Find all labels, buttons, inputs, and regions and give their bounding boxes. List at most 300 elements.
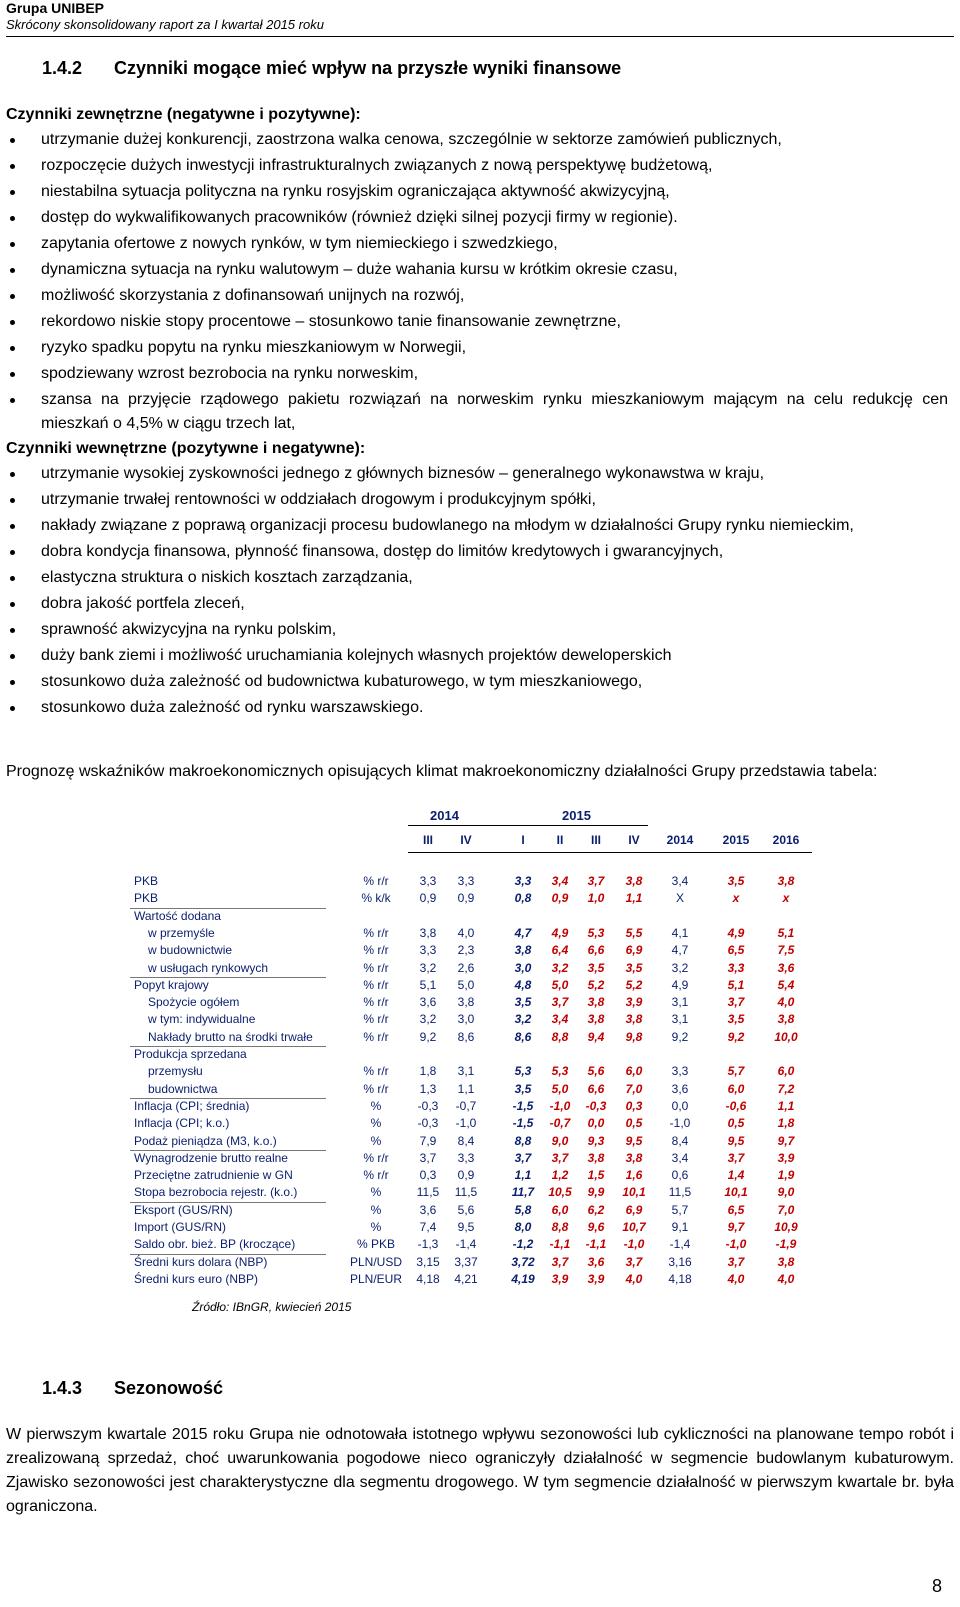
table-cell: 3,1 — [671, 1012, 689, 1027]
table-cell: 3,2 — [514, 1012, 532, 1027]
column-header: III — [590, 833, 601, 847]
row-label: Przeciętne zatrudnienie w GN — [134, 1168, 293, 1183]
table-cell: 3,7 — [727, 1254, 745, 1269]
column-header: 2014 — [666, 833, 694, 847]
row-unit: % r/r — [363, 1029, 389, 1044]
table-cell: 10,5 — [548, 1185, 572, 1200]
table-cell: 1,8 — [777, 1116, 795, 1131]
table-cell: 4,0 — [625, 1271, 643, 1286]
table-cell: 4,7 — [514, 925, 532, 940]
row-label: przemysłu — [148, 1064, 203, 1079]
table-cell: 3,2 — [671, 960, 689, 975]
seasonality-text: W pierwszym kwartale 2015 roku Grupa nie odnotowała istotnego wpływu sezonowości lub cykliczności na planowane tempo robót i zrealizowaną sprzedaż, choć uwarunkowania pogodowe nieco ograniczyły działalność w segmencie budowlanym kubaturowym. Zjawisko sezonowości jest charakterystyczne dla segmentu drogowego. W tym segmencie działalność w pierwszym kwartale br. była ograniczona. — [6, 1426, 954, 1515]
row-unit: PLN/USD — [349, 1254, 402, 1269]
row-label: w przemyśle — [148, 925, 215, 940]
table-cell: 3,6 — [777, 960, 795, 975]
table-cell: 7,5 — [777, 943, 795, 958]
table-cell: -1,4 — [455, 1237, 477, 1252]
table-cell: 3,7 — [625, 1254, 643, 1269]
table-cell: 4,19 — [511, 1271, 535, 1286]
table-cell: -1,3 — [417, 1237, 439, 1252]
table-cell: 8,0 — [514, 1220, 532, 1234]
table-row — [130, 1151, 820, 1168]
report-title: Skrócony skonsolidowany raport za I kwartał 2015 roku — [6, 17, 324, 32]
section-number: 1.4.2 — [42, 58, 83, 78]
table-cell: 4,1 — [671, 925, 689, 940]
table-cell: 5,1 — [727, 977, 745, 992]
row-label: Wynagrodzenie brutto realne — [134, 1150, 288, 1165]
table-cell: 3,3 — [419, 874, 437, 888]
table-cell: 5,6 — [587, 1064, 605, 1079]
row-label: Stopa bezrobocia rejestr. (k.o.) — [134, 1185, 298, 1200]
table-cell: 5,1 — [419, 977, 437, 992]
row-unit: % — [370, 1098, 382, 1113]
external-factors-title: Czynniki zewnętrzne (negatywne i pozytywne): — [6, 106, 361, 123]
table-cell: 0,9 — [551, 891, 569, 906]
row-label: Eksport (GUS/RN) — [134, 1202, 233, 1217]
row-unit: % r/r — [363, 874, 389, 888]
row-label: Inflacja (CPI; średnia) — [134, 1098, 250, 1113]
table-cell: 3,4 — [671, 874, 689, 888]
table-cell: 9,2 — [727, 1029, 745, 1044]
table-cell: 6,6 — [587, 943, 605, 958]
table-row — [130, 891, 820, 908]
table-cell: 5,3 — [551, 1064, 569, 1079]
table-row — [130, 1030, 820, 1047]
table-cell: 9,2 — [419, 1029, 437, 1044]
table-cell: 3,7 — [551, 995, 569, 1010]
list-item: utrzymanie wysokiej zyskowności jednego z głównych biznesów – generalnego wykonawstwa w kraju, — [0, 462, 948, 486]
table-row — [130, 1168, 820, 1185]
table-cell: 7,9 — [419, 1133, 437, 1148]
row-unit: % r/r — [363, 1064, 389, 1079]
column-header: 2016 — [772, 833, 800, 847]
table-row — [130, 1064, 820, 1081]
table-row — [130, 961, 820, 978]
table-cell: 3,7 — [727, 995, 745, 1010]
table-cell: 0,0 — [671, 1098, 689, 1113]
table-row — [130, 1047, 820, 1064]
macro-forecast-table — [130, 808, 820, 1314]
table-cell: 4,0 — [777, 995, 795, 1010]
table-cell: 1,4 — [727, 1168, 745, 1183]
column-header: II — [556, 833, 564, 847]
table-row — [130, 874, 820, 891]
table-row — [130, 943, 820, 960]
table-cell: 5,0 — [551, 977, 569, 992]
table-cell: 1,1 — [457, 1081, 475, 1096]
table-row — [130, 926, 820, 943]
table-cell: 1,8 — [419, 1064, 437, 1079]
table-cell: 5,5 — [625, 925, 643, 940]
table-cell: 3,5 — [514, 1081, 532, 1096]
table-cell: 3,72 — [511, 1254, 535, 1269]
table-cell: 9,5 — [457, 1220, 475, 1234]
table-cell: 5,6 — [457, 1202, 475, 1217]
table-cell: -0,3 — [417, 1098, 439, 1113]
table-cell: 8,4 — [457, 1133, 475, 1148]
table-cell: -1,2 — [512, 1237, 534, 1252]
table-cell: -1,1 — [549, 1237, 571, 1252]
list-item: możliwość skorzystania z dofinansowań unijnych na rozwój, — [0, 284, 948, 308]
table-cell: 3,5 — [727, 1012, 745, 1027]
table-cell: 3,7 — [514, 1150, 532, 1165]
table-cell: 1,1 — [514, 1168, 532, 1183]
row-label: Inflacja (CPI; k.o.) — [134, 1116, 230, 1131]
table-cell: 3,8 — [777, 874, 795, 888]
table-cell: 3,4 — [671, 1150, 689, 1165]
table-cell: 3,37 — [454, 1254, 478, 1269]
table-cell: 3,3 — [457, 874, 475, 888]
row-unit: % r/r — [363, 925, 389, 940]
table-cell: -1,5 — [512, 1116, 534, 1131]
row-unit: % r/r — [363, 1168, 389, 1183]
table-cell: 9,7 — [727, 1220, 745, 1234]
table-cell: x — [782, 891, 790, 906]
row-label: budownictwa — [148, 1081, 218, 1096]
table-cell: 4,18 — [668, 1271, 692, 1286]
table-cell: 9,1 — [671, 1220, 689, 1234]
internal-factors-list — [0, 462, 950, 722]
table-cell: 9,0 — [777, 1185, 795, 1200]
list-item: ryzyko spadku popytu na rynku mieszkaniowym w Norwegii, — [0, 336, 948, 360]
table-cell: -1,1 — [585, 1237, 607, 1252]
table-cell: 3,4 — [551, 874, 569, 888]
table-cell: 3,5 — [727, 874, 745, 888]
table-cell: 11,7 — [511, 1185, 535, 1200]
table-cell: 3,7 — [551, 1150, 569, 1165]
table-cell: 8,8 — [551, 1220, 569, 1234]
list-item: zapytania ofertowe z nowych rynków, w tym niemieckiego i szwedzkiego, — [0, 232, 948, 256]
list-item: dobra kondycja finansowa, płynność finansowa, dostęp do limitów kredytowych i gwarancyjnych, — [0, 540, 948, 564]
row-label: Produkcja sprzedana — [134, 1047, 247, 1061]
table-cell: 0,3 — [419, 1168, 437, 1183]
table-cell: 3,5 — [514, 995, 532, 1010]
table-cell: 5,1 — [777, 925, 795, 940]
section-heading-142 — [42, 58, 621, 79]
table-cell: 6,0 — [551, 1202, 569, 1217]
table-cell: 3,8 — [587, 1012, 605, 1027]
list-item: dobra jakość portfela zleceń, — [0, 592, 948, 616]
row-label: w budownictwie — [148, 943, 233, 958]
section-heading-143 — [42, 1378, 223, 1399]
table-cell: -1,9 — [775, 1237, 797, 1252]
table-cell: 9,0 — [551, 1133, 569, 1148]
external-factors-list — [0, 128, 950, 438]
column-header: 2015 — [722, 833, 750, 847]
table-cell: 3,4 — [551, 1012, 569, 1027]
column-header: III — [422, 833, 433, 847]
table-cell: 3,7 — [587, 874, 605, 888]
row-label: Saldo obr. bież. BP (kroczące) — [134, 1237, 296, 1252]
table-cell: 3,8 — [625, 1150, 643, 1165]
table-cell: 4,9 — [551, 925, 569, 940]
table-cell: 4,8 — [514, 977, 532, 992]
table-cell: x — [732, 891, 740, 906]
table-row — [130, 1185, 820, 1202]
table-cell: 3,6 — [419, 1202, 437, 1217]
table-cell: 3,8 — [625, 874, 643, 888]
row-label: Średni kurs euro (NBP) — [134, 1271, 259, 1286]
table-cell: 8,4 — [671, 1133, 689, 1148]
year-header-2015: 2015 — [562, 808, 591, 823]
header-rule-top — [408, 825, 648, 826]
row-unit: % — [370, 1202, 382, 1217]
table-cell: 5,4 — [777, 977, 795, 992]
table-cell: 9,4 — [587, 1029, 605, 1044]
table-cell: 9,5 — [727, 1133, 745, 1148]
table-cell: 10,7 — [622, 1220, 646, 1234]
column-header: I — [521, 833, 525, 847]
table-cell: 4,0 — [457, 925, 475, 940]
table-cell: 0,5 — [625, 1116, 643, 1131]
table-cell: 3,8 — [777, 1012, 795, 1027]
list-item: nakłady związane z poprawą organizacji procesu budowlanego na młodym w działalności Grupy rynku niemieckim, — [0, 514, 948, 538]
table-cell: 3,3 — [727, 960, 745, 975]
table-cell: 3,3 — [457, 1150, 475, 1165]
list-item: stosunkowo duża zależność od budownictwa kubaturowego, w tym mieszkaniowego, — [0, 670, 948, 694]
table-cell: 9,2 — [671, 1029, 689, 1044]
table-cell: 0,6 — [671, 1168, 689, 1183]
row-unit: % r/r — [363, 977, 389, 992]
list-item: szansa na przyjęcie rządowego pakietu rozwiązań na norweskim rynku mieszkaniowym mającym na celu redukcję cen mieszkań o 4,5% w ciągu trzech lat, — [0, 388, 948, 436]
table-cell: -1,4 — [669, 1237, 691, 1252]
table-cell: 7,0 — [625, 1081, 643, 1096]
header-rule-bottom — [408, 852, 812, 853]
table-cell: 3,6 — [587, 1254, 605, 1269]
table-cell: 3,2 — [419, 1012, 437, 1027]
table-cell: 4,9 — [671, 977, 689, 992]
table-row — [130, 909, 820, 926]
table-cell: 2,3 — [457, 943, 475, 958]
table-cell: 0,5 — [727, 1116, 745, 1131]
table-cell: 4,7 — [671, 943, 689, 958]
table-cell: 9,9 — [587, 1185, 605, 1200]
table-cell: 10,1 — [724, 1185, 748, 1200]
row-label: w usługach rynkowych — [148, 960, 269, 975]
row-label: Średni kurs dolara (NBP) — [134, 1254, 268, 1269]
list-item: rozpoczęcie dużych inwestycji infrastrukturalnych związanych z nową perspektywę budżetową, — [0, 154, 948, 178]
section-title: Czynniki mogące mieć wpływ na przyszłe wyniki finansowe — [114, 58, 622, 78]
table-row — [130, 1012, 820, 1029]
table-cell: 10,9 — [774, 1220, 798, 1234]
table-cell: 10,1 — [622, 1185, 646, 1200]
table-cell: 6,5 — [727, 943, 745, 958]
table-row — [130, 1237, 820, 1254]
table-cell: 8,6 — [457, 1029, 475, 1044]
header-rule — [6, 36, 954, 37]
table-cell: 6,4 — [551, 943, 569, 958]
list-item: stosunkowo duża zależność od rynku warszawskiego. — [0, 696, 948, 720]
table-cell: 9,7 — [777, 1133, 795, 1148]
table-cell: 6,9 — [625, 943, 643, 958]
table-cell: 3,8 — [625, 1012, 643, 1027]
table-cell: 7,4 — [419, 1220, 437, 1234]
table-cell: 4,0 — [727, 1271, 745, 1286]
table-cell: -1,0 — [623, 1237, 645, 1252]
table-cell: 3,2 — [551, 960, 569, 975]
table-cell: 8,8 — [514, 1133, 532, 1148]
table-cell: 6,0 — [777, 1064, 795, 1079]
table-cell: 3,6 — [419, 995, 437, 1010]
table-cell: 3,1 — [671, 995, 689, 1010]
row-unit: % PKB — [356, 1237, 395, 1252]
table-cell: 3,3 — [419, 943, 437, 958]
row-unit: PLN/EUR — [349, 1271, 402, 1286]
table-cell: 1,2 — [551, 1168, 569, 1183]
table-cell: 6,9 — [625, 1202, 643, 1217]
row-unit: % r/r — [363, 943, 389, 958]
table-row — [130, 1255, 820, 1272]
row-unit: % r/r — [363, 1081, 389, 1096]
row-label: Popyt krajowy — [134, 977, 209, 992]
table-cell: -1,0 — [549, 1098, 571, 1113]
table-cell: 3,15 — [416, 1254, 440, 1269]
table-cell: 5,8 — [514, 1202, 532, 1217]
row-label: PKB — [134, 891, 159, 906]
table-cell: 6,2 — [587, 1202, 605, 1217]
row-label: PKB — [134, 874, 159, 888]
table-cell: 4,18 — [416, 1271, 440, 1286]
table-cell: 1,9 — [777, 1168, 795, 1183]
table-cell: 0,9 — [457, 1168, 475, 1183]
table-cell: 5,7 — [727, 1064, 745, 1079]
row-unit: % — [370, 1220, 382, 1234]
row-label: w tym: indywidualne — [148, 1012, 256, 1027]
row-label: Podaż pieniądza (M3, k.o.) — [134, 1133, 277, 1148]
list-item: spodziewany wzrost bezrobocia na rynku norweskim, — [0, 362, 948, 386]
page-header — [6, 0, 954, 33]
table-cell: 3,16 — [668, 1254, 692, 1269]
table-cell: 4,9 — [727, 925, 745, 940]
table-cell: -1,0 — [725, 1237, 747, 1252]
list-item: dynamiczna sytuacja na rynku walutowym – duże wahania kursu w krótkim okresie czasu, — [0, 258, 948, 282]
table-cell: 3,7 — [727, 1150, 745, 1165]
table-cell: 9,3 — [587, 1133, 605, 1148]
table-cell: 3,5 — [625, 960, 643, 975]
table-cell: 9,8 — [625, 1029, 643, 1044]
table-cell: -1,0 — [455, 1116, 477, 1131]
list-item: sprawność akwizycyjna na rynku polskim, — [0, 618, 948, 642]
row-label: Wartość dodana — [134, 908, 221, 923]
table-cell: 0,9 — [419, 891, 437, 906]
table-cell: 3,3 — [514, 874, 532, 888]
table-row — [130, 995, 820, 1012]
table-row — [130, 1203, 820, 1220]
section-number: 1.4.3 — [42, 1378, 83, 1398]
table-row — [130, 1134, 820, 1151]
row-unit: % — [370, 1185, 382, 1200]
year-header-2014: 2014 — [430, 808, 459, 823]
table-cell: 3,8 — [514, 943, 532, 958]
row-unit: % r/r — [363, 1150, 389, 1165]
table-cell: 3,5 — [587, 960, 605, 975]
table-cell: 8,6 — [514, 1029, 532, 1044]
column-header: IV — [628, 833, 640, 847]
table-row — [130, 1082, 820, 1099]
table-cell: 4,21 — [454, 1271, 478, 1286]
row-unit: % r/r — [363, 1012, 389, 1027]
row-unit: % — [370, 1133, 382, 1148]
table-cell: 11,5 — [454, 1185, 478, 1200]
table-cell: 1,5 — [587, 1168, 605, 1183]
table-cell: 3,0 — [514, 960, 532, 975]
table-cell: -0,3 — [585, 1098, 607, 1113]
table-cell: 1,6 — [625, 1168, 643, 1183]
list-item: dostęp do wykwalifikowanych pracowników (również dzięki silnej pozycji firmy w regionie). — [0, 206, 948, 230]
list-item: utrzymanie trwałej rentowności w oddziałach drogowym i produkcyjnym spółki, — [0, 488, 948, 512]
table-cell: 3,8 — [457, 995, 475, 1010]
table-cell: 5,3 — [514, 1064, 532, 1079]
table-cell: 6,5 — [727, 1202, 745, 1217]
table-cell: 3,7 — [419, 1150, 437, 1165]
table-cell: 11,5 — [416, 1185, 440, 1200]
table-cell: 5,2 — [625, 977, 643, 992]
table-row — [130, 1272, 820, 1289]
table-cell: -1,5 — [512, 1098, 534, 1113]
table-cell: 6,6 — [587, 1081, 605, 1096]
row-unit: % k/k — [361, 891, 391, 906]
table-cell: 3,9 — [625, 995, 643, 1010]
table-cell: X — [675, 891, 684, 906]
table-cell: 5,0 — [551, 1081, 569, 1096]
table-cell: 6,0 — [727, 1081, 745, 1096]
row-label: Import (GUS/RN) — [134, 1220, 227, 1234]
column-header: IV — [460, 833, 472, 847]
list-item: duży bank ziemi i możliwość uruchamiania kolejnych własnych projektów deweloperskich — [0, 644, 948, 668]
table-cell: 8,8 — [551, 1029, 569, 1044]
table-cell: 11,5 — [668, 1185, 692, 1200]
table-cell: 3,6 — [671, 1081, 689, 1096]
row-unit: % r/r — [363, 960, 389, 975]
table-cell: 3,0 — [457, 1012, 475, 1027]
table-cell: 7,2 — [777, 1081, 795, 1096]
table-cell: 1,0 — [587, 891, 605, 906]
table-cell: 9,5 — [625, 1133, 643, 1148]
table-cell: 7,0 — [777, 1202, 795, 1217]
table-cell: -0,6 — [725, 1098, 747, 1113]
row-label: Nakłady brutto na środki trwałe — [148, 1029, 313, 1044]
table-row — [130, 1220, 820, 1237]
table-row — [130, 1099, 820, 1116]
table-cell: 3,9 — [777, 1150, 795, 1165]
table-cell: 3,8 — [587, 1150, 605, 1165]
internal-factors-title: Czynniki wewnętrzne (pozytywne i negatywne): — [6, 440, 366, 457]
table-cell: -0,7 — [549, 1116, 571, 1131]
table-cell: 3,8 — [419, 925, 437, 940]
row-unit: % r/r — [363, 995, 389, 1010]
table-cell: 3,1 — [457, 1064, 475, 1079]
table-cell: -0,3 — [417, 1116, 439, 1131]
table-cell: 3,3 — [671, 1064, 689, 1079]
table-cell: 3,2 — [419, 960, 437, 975]
table-cell: 6,0 — [625, 1064, 643, 1079]
table-cell: 1,3 — [419, 1081, 437, 1096]
table-cell: 0,0 — [587, 1116, 605, 1131]
table-cell: 10,0 — [774, 1029, 798, 1044]
page-number: 8 — [931, 1576, 942, 1596]
table-cell: 5,3 — [587, 925, 605, 940]
table-intro: Prognozę wskaźników makroekonomicznych opisujących klimat makroekonomiczny działalności Grupy przedstawia tabela: — [6, 763, 878, 780]
table-cell: 5,2 — [587, 977, 605, 992]
table-cell: 0,9 — [457, 891, 475, 906]
table-cell: 0,8 — [514, 891, 532, 906]
table-cell: 1,1 — [777, 1098, 795, 1113]
table-cell: 4,0 — [777, 1271, 795, 1286]
table-cell: 2,6 — [457, 960, 475, 975]
table-cell: 3,9 — [551, 1271, 569, 1286]
table-cell: 0,3 — [625, 1098, 643, 1113]
